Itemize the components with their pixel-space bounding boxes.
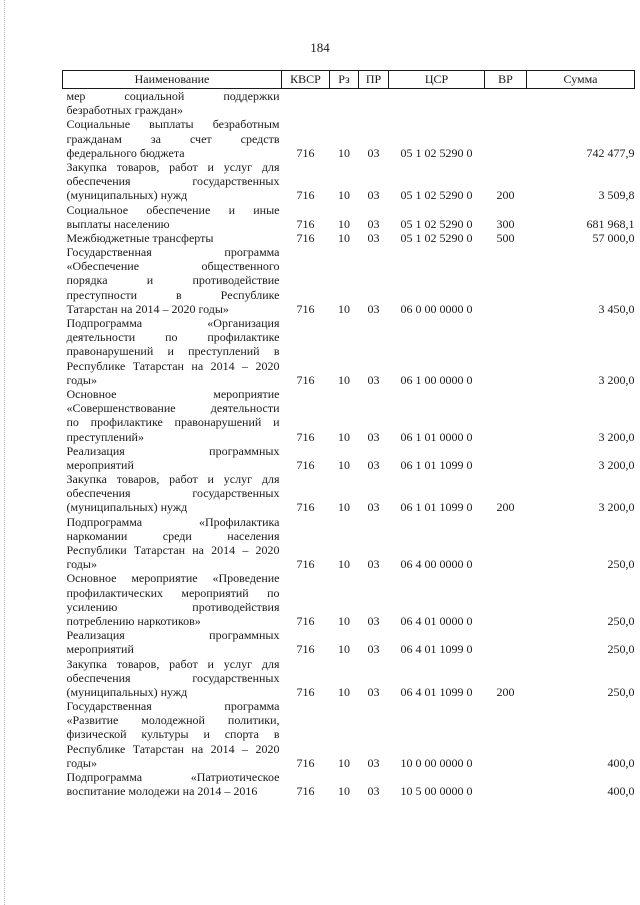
- csr-cell: 06 4 00 0000 0: [400, 557, 473, 572]
- name-line: потреблению наркотиков»: [66, 613, 201, 628]
- table-row: [63, 472, 635, 515]
- rz-cell: 10: [338, 557, 350, 572]
- header-rz: Рз: [330, 71, 359, 89]
- kvsr-cell: 716: [296, 755, 315, 770]
- header-name: Наименование: [63, 71, 282, 89]
- name-cell: [63, 387, 282, 444]
- pr-cell: 03: [367, 642, 380, 657]
- vr-cell: 200: [496, 188, 515, 203]
- csr-cell: 06 1 01 1099 0: [400, 500, 473, 515]
- kvsr-cell: 716: [296, 188, 315, 203]
- name-line: профилактических мероприятий по: [66, 585, 280, 600]
- name-line: Республике Татарстан на 2014 – 2020: [66, 741, 280, 756]
- kvsr-cell: 716: [296, 372, 315, 387]
- table-row: [63, 571, 635, 628]
- pr-cell: 03: [367, 230, 380, 245]
- table-row: [63, 628, 635, 656]
- name-line: Подпрограмма «Профилактика: [66, 514, 280, 529]
- name-line: Закупка товаров, работ и услуг для: [66, 159, 280, 174]
- table-row: [63, 245, 635, 316]
- vr-cell: [485, 515, 527, 572]
- rz-cell: 10: [338, 500, 350, 515]
- pr-cell: 03: [367, 301, 380, 316]
- vr-cell: [485, 571, 527, 628]
- csr-cell: 05 1 02 5290 0: [400, 188, 473, 203]
- rz-cell: 10: [338, 216, 350, 231]
- name-line: Основное мероприятие «Проведение: [66, 571, 280, 586]
- pr-cell: 03: [367, 145, 380, 160]
- name-cell: [63, 571, 282, 628]
- name-line: «Развитие молодежной политики,: [66, 713, 280, 728]
- rz-cell: [330, 89, 359, 118]
- csr-cell: 06 1 01 1099 0: [400, 457, 473, 472]
- table-header: [63, 71, 635, 89]
- name-line: «Совершенствование деятельности: [66, 401, 280, 416]
- name-line: годы»: [66, 372, 97, 387]
- csr-cell: 06 1 00 0000 0: [400, 372, 473, 387]
- rz-cell: 10: [338, 188, 350, 203]
- rz-cell: 10: [338, 684, 350, 699]
- sum-cell: 3 200,0: [598, 457, 635, 472]
- table-row: [63, 117, 635, 160]
- name-line: наркомании среди населения: [66, 528, 280, 543]
- csr-cell: 10 5 00 0000 0: [400, 784, 473, 799]
- name-line: (муниципальных) нужд: [66, 188, 188, 203]
- pr-cell: 03: [367, 429, 380, 444]
- sum-cell: 400,0: [607, 784, 635, 799]
- header-sum: Сумма: [527, 71, 635, 89]
- name-line: «Обеспечение общественного: [66, 259, 280, 274]
- pr-cell: 03: [367, 500, 380, 515]
- vr-cell: [485, 699, 527, 770]
- name-line: Республики Татарстан на 2014 – 2020: [66, 543, 280, 558]
- name-line: воспитание молодежи на 2014 – 2016: [66, 784, 258, 799]
- header-csr: ЦСР: [389, 71, 485, 89]
- pr-cell: 03: [367, 784, 380, 799]
- name-line: Основное мероприятие: [66, 386, 280, 401]
- name-cell: [63, 160, 282, 203]
- sum-cell: 57 000,0: [592, 230, 635, 245]
- kvsr-cell: [282, 89, 330, 118]
- name-line: обеспечения государственных: [66, 174, 280, 189]
- vr-cell: 500: [496, 230, 515, 245]
- rz-cell: 10: [338, 613, 350, 628]
- kvsr-cell: 716: [296, 301, 315, 316]
- vr-cell: [485, 89, 527, 118]
- vr-cell: [485, 117, 527, 160]
- rz-cell: 10: [338, 755, 350, 770]
- csr-cell: [389, 89, 485, 118]
- name-cell: [63, 245, 282, 316]
- csr-cell: 06 1 01 0000 0: [400, 429, 473, 444]
- pr-cell: 03: [367, 557, 380, 572]
- rz-cell: 10: [338, 429, 350, 444]
- name-line: Республике Татарстан на 2014 – 2020: [66, 358, 280, 373]
- csr-cell: 06 4 01 0000 0: [400, 613, 473, 628]
- sum-cell: 3 200,0: [598, 500, 635, 515]
- name-cell: [63, 515, 282, 572]
- vr-cell: [485, 245, 527, 316]
- table-row: [63, 231, 635, 245]
- kvsr-cell: 716: [296, 500, 315, 515]
- name-line: по профилактике правонарушений и: [66, 415, 280, 430]
- name-line: Реализация программных: [66, 443, 280, 458]
- name-line: Закупка товаров, работ и услуг для: [66, 472, 280, 487]
- name-line: деятельности по профилактике: [66, 330, 280, 345]
- kvsr-cell: 716: [296, 145, 315, 160]
- table-row: [63, 203, 635, 231]
- vr-cell: 200: [496, 500, 515, 515]
- csr-cell: 05 1 02 5290 0: [400, 145, 473, 160]
- name-line: обеспечения государственных: [66, 486, 280, 501]
- name-cell: [63, 657, 282, 700]
- csr-cell: 10 0 00 0000 0: [400, 755, 473, 770]
- kvsr-cell: 716: [296, 230, 315, 245]
- vr-cell: [485, 387, 527, 444]
- name-cell: [63, 117, 282, 160]
- name-cell: [63, 472, 282, 515]
- name-cell: [63, 444, 282, 472]
- name-line: мероприятий: [66, 642, 134, 657]
- name-line: обеспечения государственных: [66, 670, 280, 685]
- sum-cell: 3 509,8: [598, 188, 635, 203]
- name-line: гражданам за счет средств: [66, 131, 280, 146]
- pr-cell: 03: [367, 372, 380, 387]
- name-line: федерального бюджета: [66, 145, 185, 160]
- name-line: Социальное обеспечение и иные: [66, 202, 280, 217]
- name-line: Татарстан на 2014 – 2020 годы»: [66, 301, 229, 316]
- name-line: (муниципальных) нужд: [66, 500, 188, 515]
- sum-cell: [527, 89, 635, 118]
- table-row: [63, 515, 635, 572]
- csr-cell: 05 1 02 5290 0: [400, 216, 473, 231]
- name-line: Государственная программа: [66, 699, 280, 714]
- table-row: [63, 160, 635, 203]
- vr-cell: [485, 628, 527, 656]
- name-line: годы»: [66, 755, 97, 770]
- kvsr-cell: 716: [296, 457, 315, 472]
- kvsr-cell: 716: [296, 784, 315, 799]
- name-line: Подпрограмма «Патриотическое: [66, 770, 280, 785]
- name-line: безработных граждан»: [66, 103, 184, 118]
- kvsr-cell: 716: [296, 216, 315, 231]
- name-cell: [63, 316, 282, 387]
- name-line: (муниципальных) нужд: [66, 684, 188, 699]
- kvsr-cell: 716: [296, 642, 315, 657]
- sum-cell: 3 200,0: [598, 429, 635, 444]
- sum-cell: 250,0: [607, 557, 635, 572]
- name-line: правонарушений и преступлений в: [66, 344, 280, 359]
- pr-cell: 03: [367, 188, 380, 203]
- table-row: [63, 89, 635, 118]
- rz-cell: 10: [338, 230, 350, 245]
- rz-cell: 10: [338, 457, 350, 472]
- vr-cell: [485, 444, 527, 472]
- name-line: Реализация программных: [66, 628, 280, 643]
- name-line: Подпрограмма «Организация: [66, 316, 280, 331]
- name-cell: [63, 203, 282, 231]
- vr-cell: 200: [496, 684, 515, 699]
- rz-cell: 10: [338, 301, 350, 316]
- rz-cell: 10: [338, 145, 350, 160]
- table-row: [63, 316, 635, 387]
- name-line: годы»: [66, 557, 97, 572]
- name-line: усилению противодействия: [66, 599, 280, 614]
- csr-cell: 06 4 01 1099 0: [400, 642, 473, 657]
- name-cell: [63, 231, 282, 245]
- name-line: Государственная программа: [66, 245, 280, 260]
- rz-cell: 10: [338, 372, 350, 387]
- name-line: преступности в Республике: [66, 287, 280, 302]
- pr-cell: 03: [367, 755, 380, 770]
- pr-cell: 03: [367, 457, 380, 472]
- name-line: физической культуры и спорта в: [66, 727, 280, 742]
- sum-cell: 742 477,9: [586, 145, 635, 160]
- kvsr-cell: 716: [296, 613, 315, 628]
- name-cell: [63, 628, 282, 656]
- name-cell: [63, 699, 282, 770]
- name-line: Социальные выплаты безработным: [66, 117, 280, 132]
- csr-cell: 06 4 01 1099 0: [400, 684, 473, 699]
- kvsr-cell: 716: [296, 429, 315, 444]
- kvsr-cell: 716: [296, 684, 315, 699]
- sum-cell: 3 450,0: [598, 301, 635, 316]
- vr-cell: [485, 770, 527, 798]
- vr-cell: 300: [496, 216, 515, 231]
- sum-cell: 681 968,1: [586, 216, 635, 231]
- table-row: [63, 699, 635, 770]
- name-line: выплаты населению: [66, 216, 170, 231]
- name-line: Закупка товаров, работ и услуг для: [66, 656, 280, 671]
- sum-cell: 250,0: [607, 613, 635, 628]
- header-pr: ПР: [359, 71, 389, 89]
- name-line: преступлений»: [66, 429, 144, 444]
- vr-cell: [485, 316, 527, 387]
- header-vr: ВР: [485, 71, 527, 89]
- budget-table: [62, 70, 635, 798]
- name-cell: [63, 770, 282, 798]
- sum-cell: 250,0: [607, 642, 635, 657]
- name-line: мероприятий: [66, 457, 134, 472]
- name-line: порядка и противодействие: [66, 273, 280, 288]
- sum-cell: 250,0: [607, 684, 635, 699]
- pr-cell: 03: [367, 613, 380, 628]
- rz-cell: 10: [338, 784, 350, 799]
- table-row: [63, 444, 635, 472]
- pr-cell: 03: [367, 216, 380, 231]
- kvsr-cell: 716: [296, 557, 315, 572]
- sum-cell: 400,0: [607, 755, 635, 770]
- csr-cell: 05 1 02 5290 0: [400, 230, 473, 245]
- header-kvsr: КВСР: [282, 71, 330, 89]
- name-line: Межбюджетные трансферты: [66, 230, 214, 245]
- name-cell: [63, 89, 282, 118]
- rz-cell: 10: [338, 642, 350, 657]
- table-row: [63, 387, 635, 444]
- table-row: [63, 657, 635, 700]
- table-body: [63, 89, 635, 799]
- pr-cell: 03: [367, 684, 380, 699]
- pr-cell: [359, 89, 389, 118]
- sum-cell: 3 200,0: [598, 372, 635, 387]
- name-line: мер социальной поддержки: [66, 89, 280, 103]
- csr-cell: 06 0 00 0000 0: [400, 301, 473, 316]
- page-number: 184: [310, 40, 330, 55]
- table-row: [63, 770, 635, 798]
- scan-edge-marks: [4, 0, 6, 905]
